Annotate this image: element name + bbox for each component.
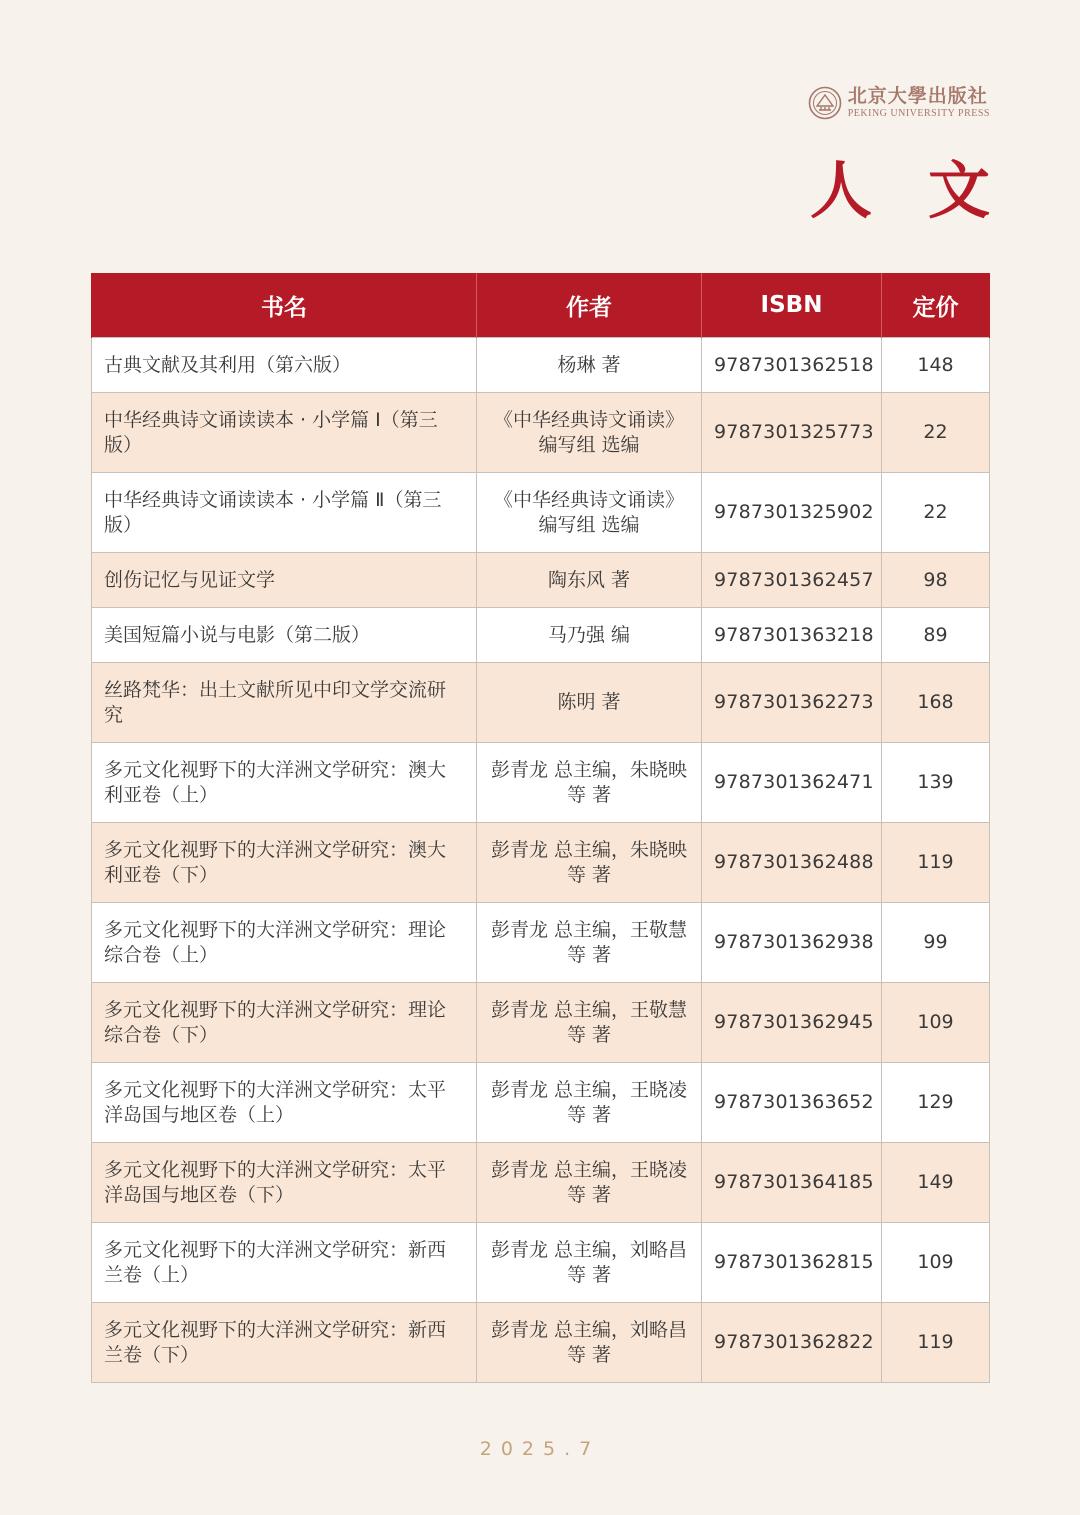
book-title: 丝路梵华：出土文献所见中印文学交流研究 (92, 663, 477, 743)
book-isbn: 9787301363218 (702, 608, 882, 663)
table-row (92, 1223, 990, 1303)
book-isbn: 9787301362945 (702, 983, 882, 1063)
book-isbn: 9787301364185 (702, 1143, 882, 1223)
book-price: 148 (882, 338, 990, 393)
book-price: 119 (882, 823, 990, 903)
book-isbn: 9787301362488 (702, 823, 882, 903)
book-author: 彭青龙 总主编，王敬慧 等 著 (477, 903, 702, 983)
book-price: 129 (882, 1063, 990, 1143)
table-row (92, 1063, 990, 1143)
book-price: 22 (882, 393, 990, 473)
book-title: 创伤记忆与见证文学 (92, 553, 477, 608)
issue-date: 2025.7 (479, 1438, 601, 1460)
book-price: 139 (882, 743, 990, 823)
book-price: 109 (882, 983, 990, 1063)
table-row (92, 823, 990, 903)
book-author: 彭青龙 总主编，朱晓映 等 著 (477, 823, 702, 903)
section-title: 人文 (809, 154, 1046, 227)
book-title: 古典文献及其利用（第六版） (92, 338, 477, 393)
column-header-isbn: ISBN (702, 273, 882, 338)
book-title: 多元文化视野下的大洋洲文学研究：澳大利亚卷（下） (92, 823, 477, 903)
book-isbn: 9787301362457 (702, 553, 882, 608)
book-isbn: 9787301362518 (702, 338, 882, 393)
column-header-price: 定价 (882, 273, 990, 338)
book-title: 多元文化视野下的大洋洲文学研究：新西兰卷（下） (92, 1303, 477, 1383)
table-row (92, 608, 990, 663)
university-emblem-icon (808, 86, 842, 120)
book-author: 彭青龙 总主编，刘略昌 等 著 (477, 1303, 702, 1383)
table-row (92, 393, 990, 473)
book-isbn: 9787301325773 (702, 393, 882, 473)
book-table (91, 273, 990, 1383)
book-title: 多元文化视野下的大洋洲文学研究：太平洋岛国与地区卷（下） (92, 1143, 477, 1223)
table-row (92, 473, 990, 553)
book-author: 《中华经典诗文诵读》编写组 选编 (477, 393, 702, 473)
publisher-logo (808, 86, 990, 120)
book-isbn: 9787301363652 (702, 1063, 882, 1143)
book-title: 中华经典诗文诵读读本 · 小学篇 Ⅰ（第三版） (92, 393, 477, 473)
table-row (92, 553, 990, 608)
book-price: 99 (882, 903, 990, 983)
book-title: 多元文化视野下的大洋洲文学研究：澳大利亚卷（上） (92, 743, 477, 823)
table-header-row (92, 273, 990, 338)
book-title: 多元文化视野下的大洋洲文学研究：理论综合卷（下） (92, 983, 477, 1063)
book-author: 彭青龙 总主编，王敬慧 等 著 (477, 983, 702, 1063)
table-row (92, 743, 990, 823)
book-title: 多元文化视野下的大洋洲文学研究：太平洋岛国与地区卷（上） (92, 1063, 477, 1143)
book-author: 彭青龙 总主编，王晓凌 等 著 (477, 1063, 702, 1143)
book-title: 美国短篇小说与电影（第二版） (92, 608, 477, 663)
table-row (92, 903, 990, 983)
publisher-name-en: PEKING UNIVERSITY PRESS (847, 108, 990, 119)
table-row (92, 983, 990, 1063)
book-price: 98 (882, 553, 990, 608)
book-author: 陈明 著 (477, 663, 702, 743)
book-isbn: 9787301325902 (702, 473, 882, 553)
book-isbn: 9787301362815 (702, 1223, 882, 1303)
book-author: 陶东风 著 (477, 553, 702, 608)
column-header-author: 作者 (477, 273, 702, 338)
book-author: 彭青龙 总主编，刘略昌 等 著 (477, 1223, 702, 1303)
column-header-title: 书名 (92, 273, 477, 338)
book-isbn: 9787301362938 (702, 903, 882, 983)
book-title: 多元文化视野下的大洋洲文学研究：理论综合卷（上） (92, 903, 477, 983)
table-row (92, 1303, 990, 1383)
publisher-name-cn: 北京大學出版社 (847, 85, 988, 107)
table-row (92, 1143, 990, 1223)
book-price: 119 (882, 1303, 990, 1383)
book-author: 彭青龙 总主编，王晓凌 等 著 (477, 1143, 702, 1223)
book-isbn: 9787301362273 (702, 663, 882, 743)
table-row (92, 663, 990, 743)
book-isbn: 9787301362471 (702, 743, 882, 823)
table-row (92, 338, 990, 393)
book-price: 168 (882, 663, 990, 743)
book-author: 杨琳 著 (477, 338, 702, 393)
book-author: 马乃强 编 (477, 608, 702, 663)
book-title: 中华经典诗文诵读读本 · 小学篇 Ⅱ（第三版） (92, 473, 477, 553)
book-title: 多元文化视野下的大洋洲文学研究：新西兰卷（上） (92, 1223, 477, 1303)
book-isbn: 9787301362822 (702, 1303, 882, 1383)
book-price: 22 (882, 473, 990, 553)
book-price: 149 (882, 1143, 990, 1223)
book-price: 89 (882, 608, 990, 663)
book-author: 《中华经典诗文诵读》编写组 选编 (477, 473, 702, 553)
book-price: 109 (882, 1223, 990, 1303)
book-author: 彭青龙 总主编，朱晓映 等 著 (477, 743, 702, 823)
